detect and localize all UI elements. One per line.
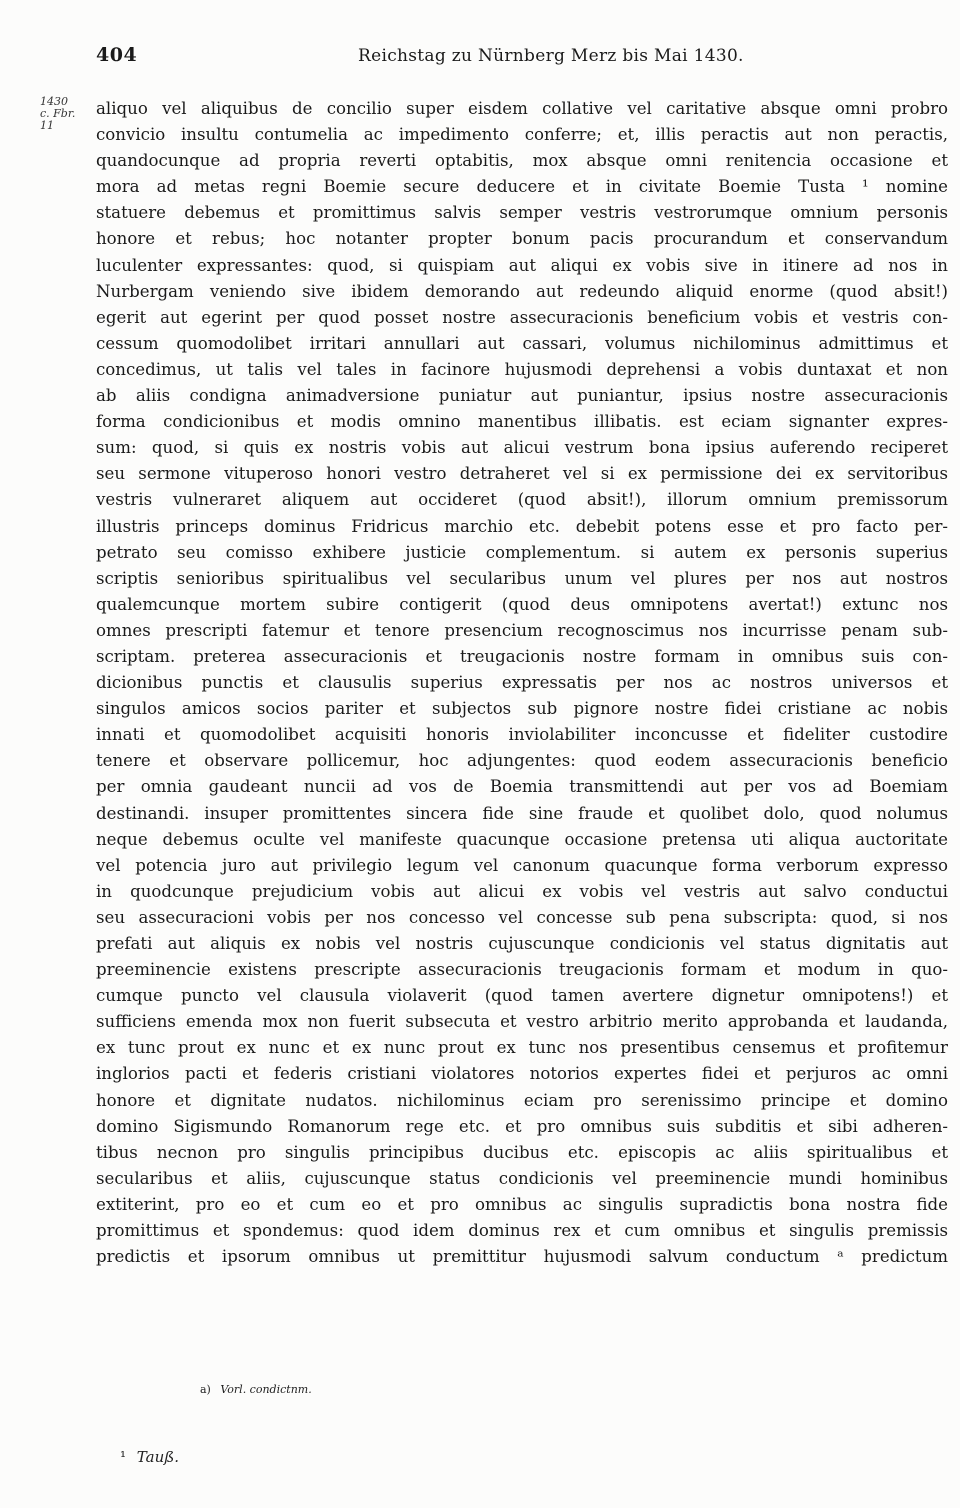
text-line: quandocunque ad propria reverti optabitis, mox absque omni renitencia occasione et [96,151,948,171]
text-line: preeminencie existens prescripte assecuracionis treugacionis formam et modum in quo- [96,960,948,980]
text-line: sum: quod, si quis ex nostris vobis aut alicui vestrum bona ipsius auferendo reciperet [96,438,948,458]
text-line: vestris vulneraret aliquem aut occideret (quod absit!), illorum omnium premissorum [96,490,948,510]
text-line: cessum quomodolibet irritari annullari aut cassari, volumus nichilominus admittimus et [96,333,948,353]
text-line: predictis et ipsorum omnibus ut premittitur hujusmodi salvum conductum ᵃ predictum [96,1247,948,1267]
text-line: ab aliis condigna animadversione puniatur aut puniantur, ipsius nostre assecuracionis [96,386,948,406]
text-line: illustris princeps dominus Fridricus marchio etc. debebit potens esse et pro facto per- [96,516,948,536]
text-line: Nurbergam veniendo sive ibidem demorando aut redeundo aliquid enorme (quod absit!) [96,281,948,301]
margin-note-date: c. Fbr. [40,107,76,120]
text-line: inglorios pacti et federis cristiani violatores notorios expertes fidei et perjuros ac omni [96,1064,948,1084]
text-line: ex tunc prout ex nunc et ex nunc prout ex tunc nos presentibus censemus et profitemur [96,1038,948,1058]
margin-date-note [40,96,96,132]
text-line: forma condicionibus et modis omnino manentibus illibatis. est eciam signanter expres- [96,412,948,432]
text-line: tibus necnon pro singulis principibus ducibus etc. episcopis ac aliis spiritualibus et [96,1142,948,1162]
text-line: aliquo vel aliquibus de concilio super eisdem collative vel caritative absque omni probro [96,99,948,118]
body-text [96,96,948,1270]
running-title: Reichstag zu Nürnberg Merz bis Mai 1430. [358,46,744,66]
footnote-a-mark: a) [200,1383,211,1396]
text-line: concedimus, ut talis vel tales in facinore hujusmodi deprehensi a vobis duntaxat et non [96,359,948,379]
text-line: destinandi. insuper promittentes sincera fide sine fraude et quolibet dolo, quod nolumus [96,803,948,823]
text-line: egerit aut egerint per quod posset nostre assecuracionis beneficium vobis et vestris con- [96,307,948,327]
text-line: secularibus et aliis, cujuscunque status condicionis vel preeminencie mundi hominibus [96,1168,948,1188]
text-line: honore et dignitate nudatos. nichilominus eciam pro serenissimo principe et domino [96,1090,948,1110]
text-line: mora ad metas regni Boemie secure deducere et in civitate Boemie Tusta ¹ nomine [96,177,948,197]
text-line: seu sermone vituperoso honori vestro detraheret vel si ex permissione dei ex servitoribus [96,464,948,484]
text-line: luculenter expressantes: quod, si quispiam aut aliqui ex vobis sive in itinere ad nos in [96,255,948,275]
page-number: 404 [96,44,138,66]
text-line: dicionibus punctis et clausulis superius expressatis per nos ac nostros universos et [96,673,948,693]
text-line: tenere et observare pollicemur, hoc adjungentes: quod eodem assecuracionis beneficio [96,751,948,771]
text-line: domino Sigismundo Romanorum rege etc. et pro omnibus suis subditis et sibi adheren- [96,1116,948,1136]
text-line: innati et quomodolibet acquisiti honoris inviolabiliter inconcusse et fideliter custodire [96,725,948,745]
text-line: petrato seu comisso exhibere justicie complementum. si autem ex personis superius [96,542,948,562]
text-line: sufficiens emenda mox non fuerit subsecuta et vestro arbitrio merito approbanda et laudanda, [96,1012,948,1032]
text-line: in quodcunque prejudicium vobis aut alicui ex vobis vel vestris aut salvo conductui [96,881,948,901]
text-line: qualemcunque mortem subire contigerit (quod deus omnipotens avertat!) extunc nos [96,594,948,614]
text-line: scriptis senioribus spiritualibus vel secularibus unum vel plures per nos aut nostros [96,568,948,588]
text-line: singulos amicos socios pariter et subjectos sub pignore nostre fidei cristiane ac nobis [96,699,948,719]
text-line: vel potencia juro aut privilegio legum vel canonum quacunque forma verborum expresso [96,855,948,875]
text-line: cumque puncto vel clausula violaverit (quod tamen avertere dignetur omnipotens!) et [96,986,948,1006]
footnote-1 [120,1448,179,1466]
text-line: prefati aut aliquis ex nobis vel nostris cujuscunque condicionis vel status dignitatis aut [96,934,948,953]
text-line: neque debemus oculte vel manifeste quacunque occasione pretensa uti aliqua auctoritate [96,829,948,849]
footnote-1-mark: ¹ [120,1448,127,1466]
footnote-a [200,1383,312,1396]
page-header [96,44,948,72]
text-line: scriptam. preterea assecuracionis et treugacionis nostre formam in omnibus suis con- [96,646,948,666]
text-line: promittimus et spondemus: quod idem dominus rex et cum omnibus et singulis premissis [96,1221,948,1241]
margin-note-year: 1430 [40,95,68,108]
margin-note-day: 11 [40,119,54,132]
footnote-1-text: Tauß. [136,1448,180,1466]
footnote-a-text: Vorl. condictnm. [220,1383,312,1396]
text-line: omnes prescripti fatemur et tenore presencium recognoscimus nos incurrisse penam sub- [96,620,948,640]
text-line: convicio insultu contumelia ac impedimento conferre; et, illis peractis aut non peractis, [96,125,948,145]
text-line: per omnia gaudeant nuncii ad vos de Boemia transmittendi aut per vos ad Boemiam [96,777,948,797]
text-line: honore et rebus; hoc notanter propter bonum pacis procurandum et conservandum [96,229,948,249]
text-line: extiterint, pro eo et cum eo et pro omnibus ac singulis supradictis bona nostra fide [96,1194,948,1214]
text-line: seu assecuracioni vobis per nos concesso vel concesse sub pena subscripta: quod, si nos [96,907,948,927]
text-line: statuere debemus et promittimus salvis semper vestris vestrorumque omnium personis [96,203,948,223]
